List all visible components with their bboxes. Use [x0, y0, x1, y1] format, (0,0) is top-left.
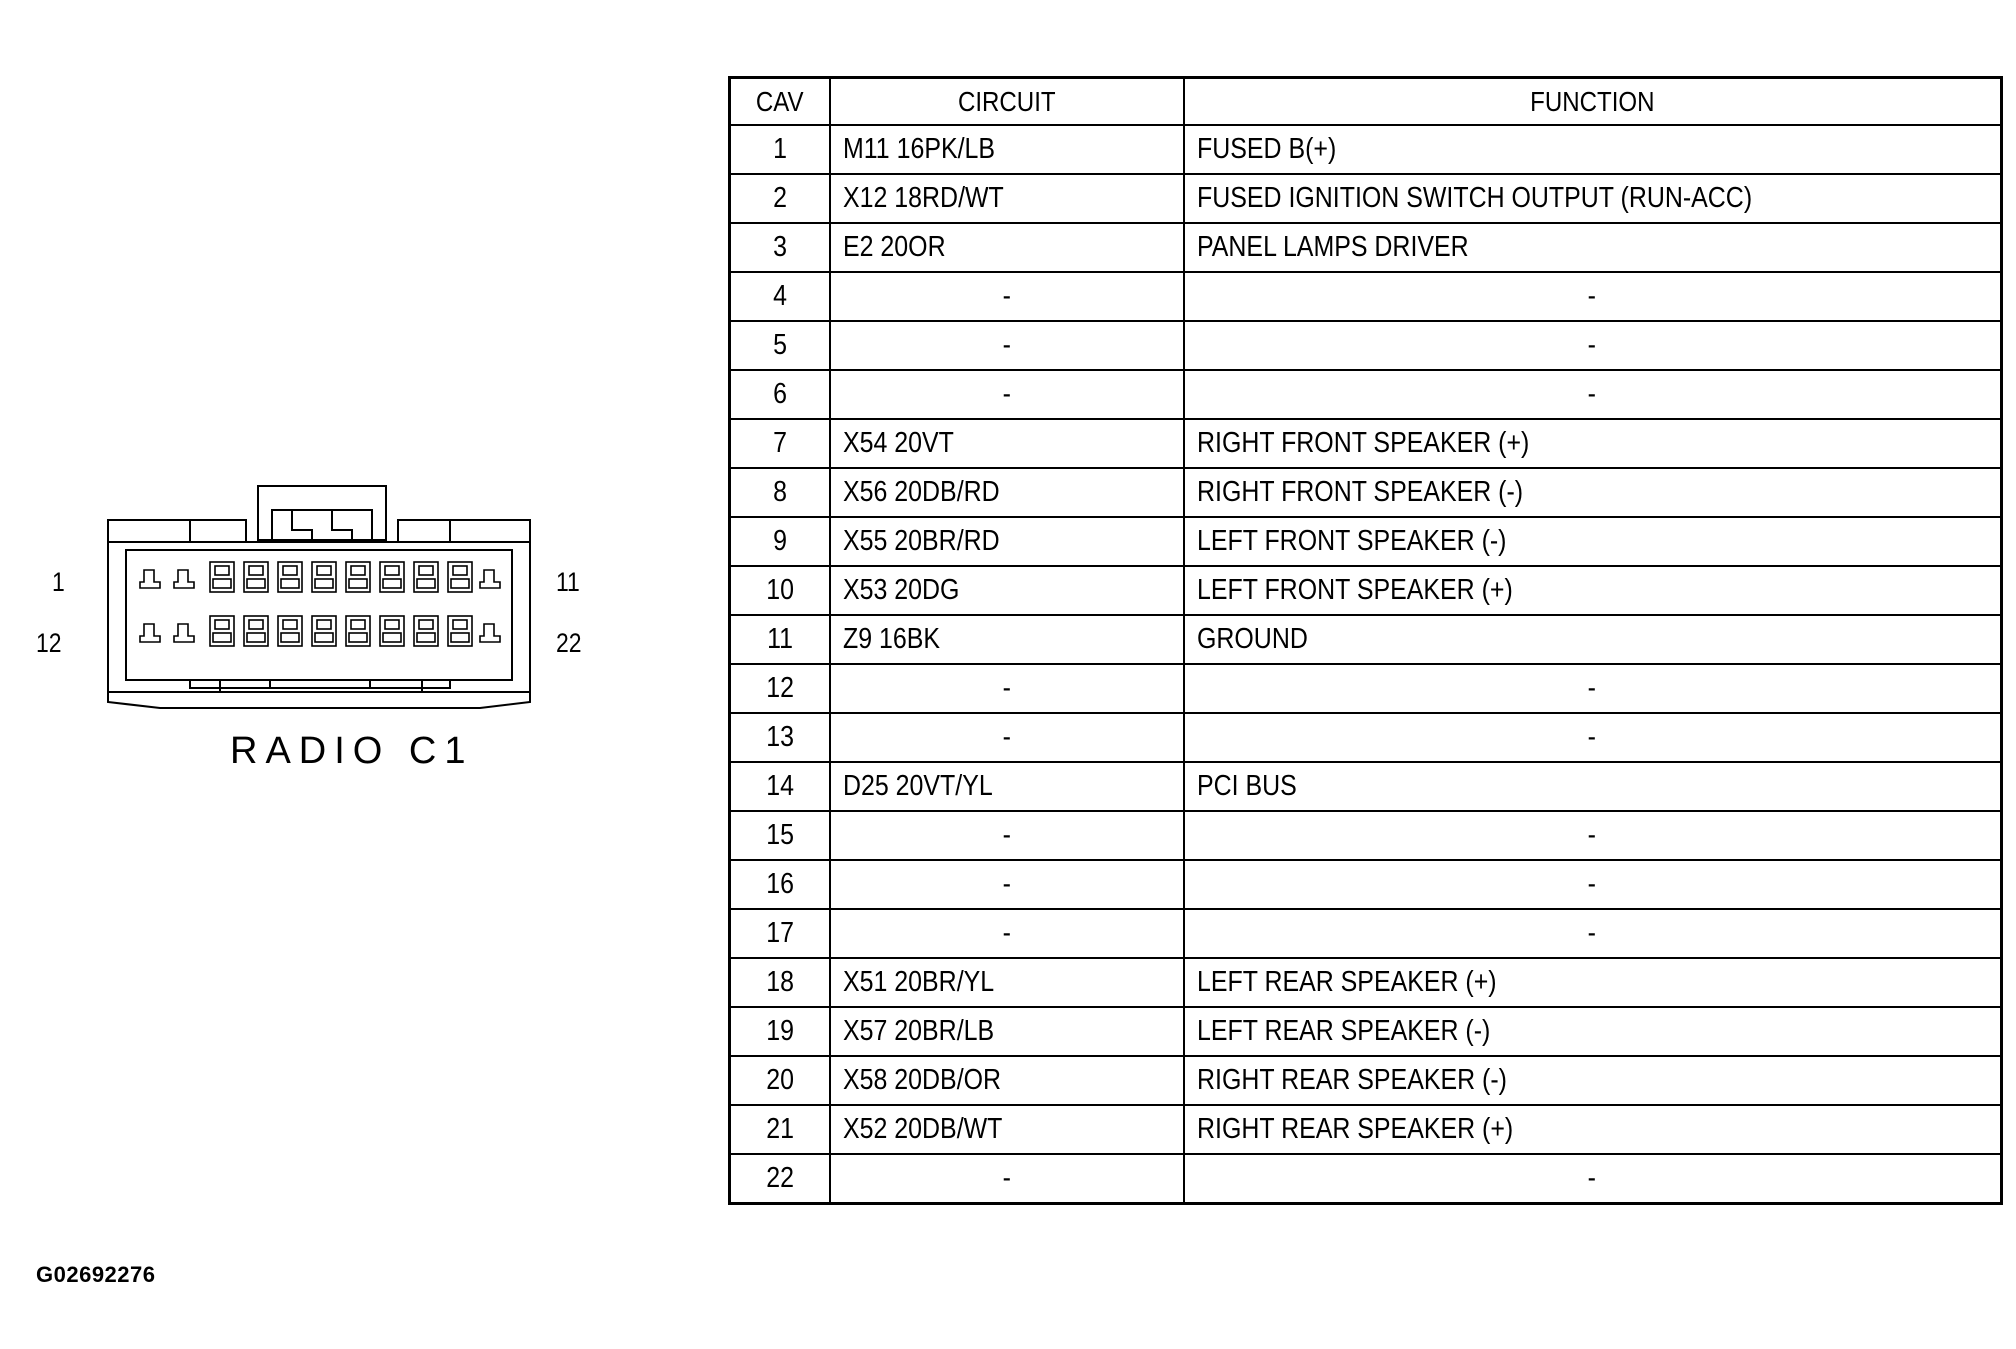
cell-function: FUSED IGNITION SWITCH OUTPUT (RUN-ACC)	[1184, 174, 2002, 223]
cell-cav: 17	[730, 909, 830, 958]
header-function: FUNCTION	[1184, 78, 2002, 126]
cell-circuit: Z9 16BK	[830, 615, 1184, 664]
table-row	[730, 419, 2002, 468]
cell-function: RIGHT FRONT SPEAKER (+)	[1184, 419, 2002, 468]
cell-circuit: -	[830, 1154, 1184, 1204]
cell-cav: 21	[730, 1105, 830, 1154]
table-row	[730, 174, 2002, 223]
cell-function: PANEL LAMPS DRIVER	[1184, 223, 2002, 272]
housing-top-edge	[108, 520, 530, 542]
latch-tab	[292, 510, 352, 540]
cell-cav: 18	[730, 958, 830, 1007]
table-row	[730, 713, 2002, 762]
cell-circuit: X51 20BR/YL	[830, 958, 1184, 1007]
table-row	[730, 1056, 2002, 1105]
pin-cavity	[140, 624, 160, 642]
cell-function: -	[1184, 909, 2002, 958]
table-row	[730, 762, 2002, 811]
cell-cav: 10	[730, 566, 830, 615]
cell-circuit: -	[830, 909, 1184, 958]
cell-function: RIGHT FRONT SPEAKER (-)	[1184, 468, 2002, 517]
cell-circuit: M11 16PK/LB	[830, 125, 1184, 174]
pin-cavity	[346, 562, 370, 592]
cell-circuit: X12 18RD/WT	[830, 174, 1184, 223]
table-row	[730, 370, 2002, 419]
table-row	[730, 664, 2002, 713]
pinout-body	[730, 125, 2002, 1204]
cell-cav: 22	[730, 1154, 830, 1204]
cell-circuit: D25 20VT/YL	[830, 762, 1184, 811]
table-header-row	[730, 78, 2002, 126]
table-row	[730, 1105, 2002, 1154]
housing-outer	[108, 542, 530, 692]
pin-cavity	[210, 616, 234, 646]
cell-cav: 15	[730, 811, 830, 860]
pin-cavity	[414, 562, 438, 592]
pin-cavity	[448, 562, 472, 592]
pin-cavities	[140, 562, 500, 646]
header-cav: CAV	[730, 78, 830, 126]
cell-cav: 3	[730, 223, 830, 272]
cell-circuit: -	[830, 860, 1184, 909]
connector-face-drawing	[30, 470, 600, 730]
pin-cavity	[210, 562, 234, 592]
latch-inner	[272, 510, 372, 540]
cell-circuit: X53 20DG	[830, 566, 1184, 615]
pin-cavity	[174, 624, 194, 642]
pin-label-12: 12	[36, 628, 62, 658]
cell-circuit: -	[830, 811, 1184, 860]
cell-cav: 9	[730, 517, 830, 566]
cell-cav: 13	[730, 713, 830, 762]
connector-diagram	[30, 470, 600, 790]
table-row	[730, 321, 2002, 370]
pin-label-11: 11	[556, 567, 580, 597]
cell-cav: 20	[730, 1056, 830, 1105]
cell-cav: 14	[730, 762, 830, 811]
cell-circuit: -	[830, 370, 1184, 419]
cell-circuit: X52 20DB/WT	[830, 1105, 1184, 1154]
pin-cavity	[480, 570, 500, 588]
pin-cavity	[174, 570, 194, 588]
cell-cav: 4	[730, 272, 830, 321]
table-row	[730, 468, 2002, 517]
cell-function: GROUND	[1184, 615, 2002, 664]
cell-circuit: -	[830, 321, 1184, 370]
connector-name: RADIO C1	[230, 730, 474, 772]
cell-function: -	[1184, 272, 2002, 321]
cell-circuit: E2 20OR	[830, 223, 1184, 272]
table-row	[730, 272, 2002, 321]
table-row	[730, 1154, 2002, 1204]
cell-cav: 8	[730, 468, 830, 517]
pin-cavity	[278, 562, 302, 592]
cell-function: PCI BUS	[1184, 762, 2002, 811]
pin-cavity	[278, 616, 302, 646]
pin-cavity	[244, 562, 268, 592]
cell-function: -	[1184, 811, 2002, 860]
pin-cavity	[414, 616, 438, 646]
cell-cav: 1	[730, 125, 830, 174]
cell-circuit: -	[830, 664, 1184, 713]
cell-cav: 7	[730, 419, 830, 468]
cell-cav: 5	[730, 321, 830, 370]
table-row	[730, 909, 2002, 958]
housing-bottom-lock	[190, 680, 450, 692]
cell-cav: 6	[730, 370, 830, 419]
pin-cavity	[244, 616, 268, 646]
cell-function: LEFT REAR SPEAKER (-)	[1184, 1007, 2002, 1056]
housing-bottom-skirt	[108, 692, 530, 708]
cell-function: -	[1184, 860, 2002, 909]
cell-function: FUSED B(+)	[1184, 125, 2002, 174]
pin-label-22: 22	[556, 628, 582, 658]
cell-function: LEFT REAR SPEAKER (+)	[1184, 958, 2002, 1007]
cell-circuit: X55 20BR/RD	[830, 517, 1184, 566]
table-row	[730, 125, 2002, 174]
table-row	[730, 517, 2002, 566]
cell-function: LEFT FRONT SPEAKER (-)	[1184, 517, 2002, 566]
pinout-table	[728, 76, 2003, 1205]
cell-circuit: X56 20DB/RD	[830, 468, 1184, 517]
cell-cav: 19	[730, 1007, 830, 1056]
cell-function: RIGHT REAR SPEAKER (-)	[1184, 1056, 2002, 1105]
pin-label-1: 1	[52, 567, 65, 597]
cell-function: -	[1184, 713, 2002, 762]
pin-cavity	[140, 570, 160, 588]
pin-cavity	[346, 616, 370, 646]
cell-function: -	[1184, 321, 2002, 370]
cell-cav: 2	[730, 174, 830, 223]
cell-circuit: -	[830, 713, 1184, 762]
pin-cavity	[380, 616, 404, 646]
table-row	[730, 615, 2002, 664]
cell-function: -	[1184, 370, 2002, 419]
cell-cav: 11	[730, 615, 830, 664]
table-row	[730, 1007, 2002, 1056]
pin-cavity	[312, 616, 336, 646]
cell-function: LEFT FRONT SPEAKER (+)	[1184, 566, 2002, 615]
cell-circuit: X54 20VT	[830, 419, 1184, 468]
cell-function: RIGHT REAR SPEAKER (+)	[1184, 1105, 2002, 1154]
cell-circuit: X57 20BR/LB	[830, 1007, 1184, 1056]
table-row	[730, 958, 2002, 1007]
pin-cavity	[480, 624, 500, 642]
table-row	[730, 566, 2002, 615]
cell-circuit: X58 20DB/OR	[830, 1056, 1184, 1105]
cell-cav: 16	[730, 860, 830, 909]
header-circuit: CIRCUIT	[830, 78, 1184, 126]
cell-function: -	[1184, 664, 2002, 713]
pin-cavity	[448, 616, 472, 646]
pin-cavity	[312, 562, 336, 592]
cell-cav: 12	[730, 664, 830, 713]
table-row	[730, 811, 2002, 860]
pin-cavity	[380, 562, 404, 592]
table-row	[730, 223, 2002, 272]
cell-circuit: -	[830, 272, 1184, 321]
figure-id: G02692276	[36, 1262, 156, 1287]
table-row	[730, 860, 2002, 909]
latch-outer	[258, 486, 386, 540]
cell-function: -	[1184, 1154, 2002, 1204]
